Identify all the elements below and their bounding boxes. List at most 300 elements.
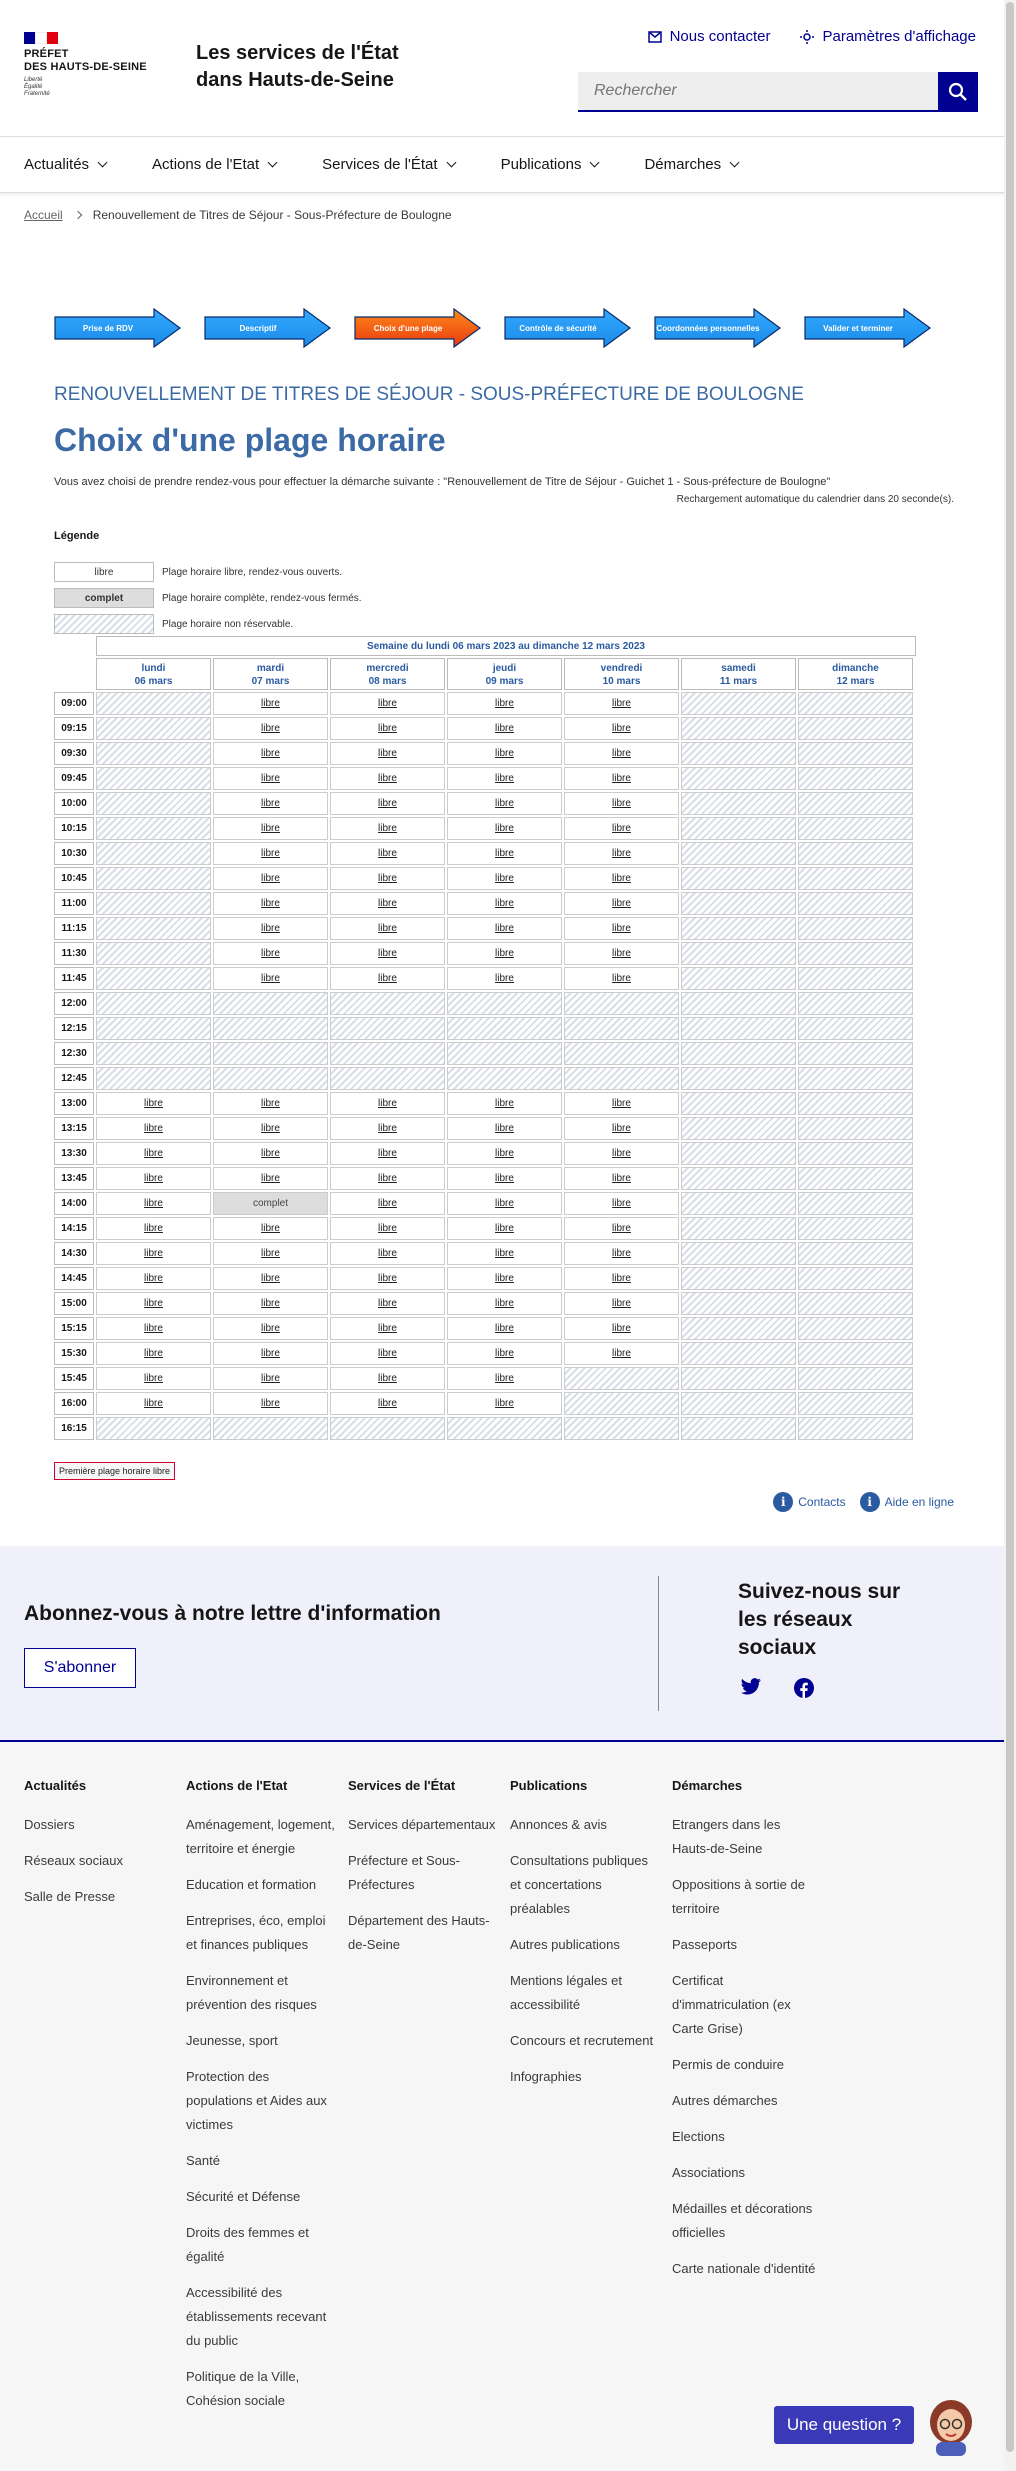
- slot-time: 14:15: [54, 1217, 94, 1240]
- slot-free[interactable]: libre: [564, 1342, 679, 1365]
- slot-time: 16:15: [54, 1417, 94, 1440]
- slot-free[interactable]: libre: [213, 1317, 328, 1340]
- footer-column: [510, 1778, 660, 2101]
- slot-free[interactable]: libre: [213, 817, 328, 840]
- calendar-row: [54, 692, 916, 715]
- slot-unavailable: [681, 1192, 796, 1215]
- slot-free[interactable]: libre: [213, 1342, 328, 1365]
- slot-free[interactable]: libre: [447, 1267, 562, 1290]
- chevron-right-icon: [73, 211, 81, 219]
- slot-free[interactable]: libre: [96, 1292, 211, 1315]
- contacts-link[interactable]: i Contacts: [773, 1492, 845, 1512]
- nav-actualites[interactable]: Actualités: [24, 137, 106, 192]
- info-icon: i: [860, 1492, 880, 1512]
- slot-unavailable: [681, 1317, 796, 1340]
- slot-free[interactable]: libre: [330, 1217, 445, 1240]
- slot-free[interactable]: libre: [330, 1192, 445, 1215]
- slot-unavailable: [798, 1267, 913, 1290]
- slot-unavailable: [681, 1342, 796, 1365]
- slot-unavailable: [96, 1042, 211, 1065]
- slot-unavailable: [96, 892, 211, 915]
- slot-free[interactable]: libre: [447, 1292, 562, 1315]
- slot-free[interactable]: libre: [447, 767, 562, 790]
- scrollbar-thumb[interactable]: [1006, 2, 1014, 2452]
- slot-free[interactable]: libre: [447, 692, 562, 715]
- footer-link[interactable]: Annonces & avis: [510, 1817, 607, 1832]
- footer-link[interactable]: Jeunesse, sport: [186, 2033, 278, 2048]
- step-2: Descriptif: [204, 308, 332, 348]
- slot-free[interactable]: libre: [213, 1092, 328, 1115]
- footer-link[interactable]: Services départementaux: [348, 1817, 496, 1832]
- slot-free[interactable]: libre: [564, 1192, 679, 1215]
- step-3: Choix d'une plage: [354, 308, 482, 348]
- slot-unavailable: [96, 692, 211, 715]
- prefet-logo[interactable]: [24, 32, 174, 98]
- slot-unavailable: [681, 992, 796, 1015]
- devise: Liberté Égalité Fraternité: [24, 77, 50, 97]
- slot-unavailable: [798, 1367, 913, 1390]
- slot-time: 14:00: [54, 1192, 94, 1215]
- section-title: RENOUVELLEMENT DE TITRES DE SÉJOUR - SOUS-PRÉFECTURE DE BOULOGNE: [54, 384, 804, 405]
- slot-unavailable: [96, 767, 211, 790]
- slot-time: 10:15: [54, 817, 94, 840]
- slot-free[interactable]: libre: [564, 717, 679, 740]
- slot-unavailable: [330, 1017, 445, 1040]
- slot-unavailable: [96, 1017, 211, 1040]
- slot-free[interactable]: libre: [447, 817, 562, 840]
- slot-unavailable: [798, 1292, 913, 1315]
- slot-free[interactable]: libre: [564, 692, 679, 715]
- step-1: Prise de RDV: [54, 308, 182, 348]
- slot-free[interactable]: libre: [330, 1367, 445, 1390]
- calendar-row: [54, 917, 916, 940]
- footer-link[interactable]: Permis de conduire: [672, 2057, 784, 2072]
- contact-link[interactable]: Nous contacter: [648, 28, 771, 45]
- slot-free[interactable]: libre: [330, 1292, 445, 1315]
- slot-free[interactable]: libre: [96, 1317, 211, 1340]
- slot-unavailable: [681, 1042, 796, 1065]
- slot-free[interactable]: libre: [330, 1117, 445, 1140]
- footer-link[interactable]: Autres publications: [510, 1937, 620, 1952]
- slot-unavailable: [213, 1017, 328, 1040]
- slot-free[interactable]: libre: [330, 692, 445, 715]
- footer-link[interactable]: Département des Hauts-de-Seine: [348, 1913, 490, 1952]
- slot-unavailable: [681, 892, 796, 915]
- footer-link[interactable]: Autres démarches: [672, 2093, 778, 2108]
- header-tools: [648, 28, 976, 45]
- footer-link[interactable]: Sécurité et Défense: [186, 2189, 301, 2204]
- footer-link[interactable]: Carte nationale d'identité: [672, 2261, 816, 2276]
- slot-free[interactable]: libre: [447, 892, 562, 915]
- calendar-row: [54, 942, 916, 965]
- booking-steps: [54, 308, 932, 348]
- slot-unavailable: [681, 917, 796, 940]
- search-button[interactable]: [938, 72, 978, 112]
- slot-free[interactable]: libre: [213, 692, 328, 715]
- slot-time: 10:30: [54, 842, 94, 865]
- slot-free[interactable]: libre: [564, 892, 679, 915]
- slot-free[interactable]: libre: [213, 1242, 328, 1265]
- legend-full-text: Plage horaire complète, rendez-vous fermés.: [162, 592, 362, 604]
- slot-unavailable: [798, 692, 913, 715]
- slot-free[interactable]: libre: [564, 967, 679, 990]
- slot-free[interactable]: libre: [330, 967, 445, 990]
- slot-free[interactable]: libre: [447, 1392, 562, 1415]
- slot-free[interactable]: libre: [213, 892, 328, 915]
- slot-unavailable: [798, 1242, 913, 1265]
- slot-free[interactable]: libre: [213, 1292, 328, 1315]
- slot-free[interactable]: libre: [213, 1167, 328, 1190]
- slot-time: 16:00: [54, 1392, 94, 1415]
- day-header: mercredi 08 mars: [330, 658, 445, 690]
- slot-unavailable: [330, 1417, 445, 1440]
- slot-free[interactable]: libre: [447, 917, 562, 940]
- slot-unavailable: [447, 992, 562, 1015]
- slot-unavailable: [447, 1017, 562, 1040]
- slot-free[interactable]: libre: [447, 1367, 562, 1390]
- footer-link[interactable]: Concours et recrutement: [510, 2033, 654, 2048]
- slot-unavailable: [96, 842, 211, 865]
- assistant-avatar-icon[interactable]: [926, 2398, 976, 2456]
- footer-link[interactable]: Mentions légales et accessibilité: [510, 1973, 623, 2012]
- calendar-row: [54, 767, 916, 790]
- slot-unavailable: [330, 1067, 445, 1090]
- search-bar: [578, 72, 978, 112]
- footer-link[interactable]: Droits des femmes et égalité: [186, 2225, 309, 2264]
- calendar-rows: [54, 692, 916, 1440]
- slot-free[interactable]: libre: [447, 1192, 562, 1215]
- slot-free[interactable]: libre: [330, 1317, 445, 1340]
- slot-unavailable: [798, 742, 913, 765]
- slot-time: 15:45: [54, 1367, 94, 1390]
- slot-unavailable: [213, 1067, 328, 1090]
- slot-free[interactable]: libre: [213, 917, 328, 940]
- footer-column-title: Démarches: [672, 1778, 743, 1793]
- slot-free[interactable]: libre: [330, 717, 445, 740]
- slot-free[interactable]: libre: [330, 1392, 445, 1415]
- slot-free[interactable]: libre: [447, 792, 562, 815]
- slot-unavailable: [681, 1117, 796, 1140]
- day-header: mardi 07 mars: [213, 658, 328, 690]
- slot-free[interactable]: libre: [564, 1117, 679, 1140]
- sun-icon: [800, 30, 814, 44]
- legend-free: [54, 562, 362, 582]
- slot-unavailable: [96, 742, 211, 765]
- slot-free[interactable]: libre: [564, 1317, 679, 1340]
- breadcrumb-home[interactable]: Accueil: [24, 208, 63, 222]
- legend-unavailable-box: [54, 614, 154, 634]
- calendar-row: [54, 717, 916, 740]
- site-header: [0, 0, 1016, 137]
- footer-link[interactable]: Préfecture et Sous-Préfectures: [348, 1853, 460, 1892]
- calendar-row: [54, 1092, 916, 1115]
- calendar-row: [54, 1267, 916, 1290]
- footer-link[interactable]: Entreprises, éco, emploi et finances publiques: [186, 1913, 326, 1952]
- slot-unavailable: [798, 1142, 913, 1165]
- slot-free[interactable]: libre: [213, 842, 328, 865]
- footer-link[interactable]: Protection des populations et Aides aux victimes: [186, 2069, 327, 2132]
- slot-free[interactable]: libre: [447, 1217, 562, 1240]
- day-header: jeudi 09 mars: [447, 658, 562, 690]
- calendar-week-title: Semaine du lundi 06 mars 2023 au dimanche 12 mars 2023: [96, 636, 916, 656]
- footer-link[interactable]: Salle de Presse: [24, 1889, 116, 1904]
- slot-free[interactable]: libre: [96, 1142, 211, 1165]
- slot-unavailable: [798, 1417, 913, 1440]
- slot-free[interactable]: libre: [213, 1367, 328, 1390]
- footer-link[interactable]: Accessibilité des établissements recevant du public: [186, 2285, 327, 2348]
- slot-free[interactable]: libre: [564, 917, 679, 940]
- slot-free[interactable]: libre: [330, 1167, 445, 1190]
- slot-free[interactable]: libre: [564, 1267, 679, 1290]
- slot-unavailable: [798, 1017, 913, 1040]
- slot-free[interactable]: libre: [96, 1117, 211, 1140]
- calendar-row: [54, 792, 916, 815]
- slot-unavailable: [798, 1342, 913, 1365]
- slot-free[interactable]: libre: [213, 1267, 328, 1290]
- slot-time: 13:30: [54, 1142, 94, 1165]
- slot-time: 12:45: [54, 1067, 94, 1090]
- step-5: Coordonnées personnelles: [654, 308, 782, 348]
- footer-link[interactable]: Certificat d'immatriculation (ex Carte Grise): [672, 1973, 791, 2036]
- slot-free[interactable]: libre: [213, 1117, 328, 1140]
- slot-unavailable: [798, 792, 913, 815]
- calendar: [54, 636, 916, 1442]
- slot-unavailable: [798, 1067, 913, 1090]
- slot-free[interactable]: libre: [96, 1167, 211, 1190]
- slot-free[interactable]: libre: [330, 1342, 445, 1365]
- slot-time: 15:30: [54, 1342, 94, 1365]
- slot-unavailable: [681, 942, 796, 965]
- slot-unavailable: [564, 1392, 679, 1415]
- slot-unavailable: [681, 1367, 796, 1390]
- legend-full: [54, 588, 362, 608]
- breadcrumb-current: Renouvellement de Titres de Séjour - Sous-Préfecture de Boulogne: [92, 208, 452, 222]
- slot-unavailable: [564, 1017, 679, 1040]
- slot-free[interactable]: libre: [447, 967, 562, 990]
- footer-link[interactable]: Dossiers: [24, 1817, 75, 1832]
- slot-free[interactable]: libre: [213, 1217, 328, 1240]
- slot-unavailable: [681, 1067, 796, 1090]
- footer-link[interactable]: Aménagement, logement, territoire et énergie: [186, 1817, 335, 1856]
- slot-unavailable: [447, 1067, 562, 1090]
- slot-time: 12:00: [54, 992, 94, 1015]
- slot-free[interactable]: libre: [330, 842, 445, 865]
- slot-free[interactable]: libre: [330, 942, 445, 965]
- slot-unavailable: [681, 692, 796, 715]
- search-input[interactable]: [578, 72, 938, 112]
- calendar-row: [54, 867, 916, 890]
- slot-unavailable: [213, 992, 328, 1015]
- slot-unavailable: [96, 917, 211, 940]
- footer-link[interactable]: Réseaux sociaux: [24, 1853, 123, 1868]
- twitter-icon[interactable]: [740, 1678, 762, 1696]
- slot-free[interactable]: libre: [447, 1092, 562, 1115]
- slot-free[interactable]: libre: [564, 1167, 679, 1190]
- slot-free[interactable]: libre: [564, 867, 679, 890]
- slot-free[interactable]: libre: [447, 1342, 562, 1365]
- slot-free[interactable]: libre: [564, 842, 679, 865]
- slot-free[interactable]: libre: [447, 717, 562, 740]
- slot-unavailable: [564, 1042, 679, 1065]
- slot-free[interactable]: libre: [213, 1142, 328, 1165]
- footer-link[interactable]: Oppositions à sortie de territoire: [672, 1877, 805, 1916]
- footer-link[interactable]: Etrangers dans les Hauts-de-Seine: [672, 1817, 781, 1856]
- slot-unavailable: [798, 767, 913, 790]
- slot-unavailable: [798, 1192, 913, 1215]
- slot-free[interactable]: libre: [564, 1092, 679, 1115]
- slot-unavailable: [681, 1417, 796, 1440]
- slot-free[interactable]: libre: [564, 1142, 679, 1165]
- slot-free[interactable]: libre: [330, 1142, 445, 1165]
- facebook-icon[interactable]: [794, 1678, 814, 1698]
- slot-free[interactable]: libre: [330, 892, 445, 915]
- slot-free[interactable]: libre: [564, 1292, 679, 1315]
- slot-free[interactable]: libre: [96, 1392, 211, 1415]
- slot-unavailable: [96, 967, 211, 990]
- slot-free[interactable]: libre: [447, 1167, 562, 1190]
- footer-link[interactable]: Santé: [186, 2153, 220, 2168]
- slot-free[interactable]: libre: [447, 867, 562, 890]
- slot-unavailable: [447, 1417, 562, 1440]
- slot-free[interactable]: libre: [213, 867, 328, 890]
- slot-unavailable: [798, 942, 913, 965]
- slot-time: 11:30: [54, 942, 94, 965]
- slot-free[interactable]: libre: [96, 1192, 211, 1215]
- slot-free[interactable]: libre: [213, 717, 328, 740]
- slot-free[interactable]: libre: [213, 767, 328, 790]
- slot-free[interactable]: libre: [96, 1092, 211, 1115]
- slot-unavailable: [213, 1042, 328, 1065]
- footer-link[interactable]: Associations: [672, 2165, 745, 2180]
- page-scrollbar[interactable]: [1004, 0, 1016, 2471]
- slot-free[interactable]: libre: [564, 742, 679, 765]
- reload-notice: Rechargement automatique du calendrier dans 20 seconde(s).: [676, 494, 954, 505]
- slot-free[interactable]: libre: [330, 767, 445, 790]
- footer-link[interactable]: Consultations publiques et concertations préalables: [510, 1853, 649, 1916]
- site-title[interactable]: Les services de l'État dans Hauts-de-Seine: [196, 42, 399, 91]
- slot-free[interactable]: libre: [330, 867, 445, 890]
- slot-free[interactable]: libre: [447, 942, 562, 965]
- calendar-row: [54, 1192, 916, 1215]
- slot-free[interactable]: libre: [96, 1217, 211, 1240]
- french-flag-icon: [24, 32, 58, 44]
- slot-free[interactable]: libre: [213, 742, 328, 765]
- slot-free[interactable]: libre: [96, 1242, 211, 1265]
- slot-free[interactable]: libre: [447, 842, 562, 865]
- newsletter-section: [0, 1546, 1016, 1742]
- slot-free[interactable]: libre: [96, 1342, 211, 1365]
- slot-free[interactable]: libre: [330, 792, 445, 815]
- slot-free[interactable]: libre: [564, 817, 679, 840]
- slot-unavailable: [681, 1242, 796, 1265]
- footer-link[interactable]: Médailles et décorations officielles: [672, 2201, 813, 2240]
- slot-free[interactable]: libre: [96, 1267, 211, 1290]
- footer-link[interactable]: Passeports: [672, 1937, 738, 1952]
- calendar-row: [54, 967, 916, 990]
- social-links: [740, 1678, 814, 1698]
- slot-free[interactable]: libre: [330, 1242, 445, 1265]
- slot-free[interactable]: libre: [213, 942, 328, 965]
- footer-link[interactable]: Environnement et prévention des risques: [186, 1973, 317, 2012]
- slot-time: 14:45: [54, 1267, 94, 1290]
- calendar-row: [54, 1067, 916, 1090]
- footer-column: [672, 1778, 822, 2293]
- slot-free[interactable]: libre: [213, 1392, 328, 1415]
- footer-link[interactable]: Elections: [672, 2129, 725, 2144]
- slot-free[interactable]: libre: [330, 917, 445, 940]
- slot-free[interactable]: libre: [564, 942, 679, 965]
- footer-link[interactable]: Infographies: [510, 2069, 582, 2084]
- question-button[interactable]: Une question ?: [774, 2406, 914, 2444]
- slot-free[interactable]: libre: [330, 817, 445, 840]
- slot-free[interactable]: libre: [564, 1217, 679, 1240]
- slot-unavailable: [681, 742, 796, 765]
- slot-unavailable: [798, 842, 913, 865]
- slot-time: 10:00: [54, 792, 94, 815]
- footer-link[interactable]: Politique de la Ville, Cohésion sociale: [186, 2369, 300, 2408]
- slot-free[interactable]: libre: [330, 1267, 445, 1290]
- logo-line-2: DES HAUTS-DE-SEINE: [24, 61, 147, 73]
- slot-free[interactable]: libre: [330, 1092, 445, 1115]
- slot-free[interactable]: libre: [447, 1142, 562, 1165]
- slot-unavailable: [798, 1042, 913, 1065]
- slot-time: 09:30: [54, 742, 94, 765]
- calendar-row: [54, 1017, 916, 1040]
- slot-time: 11:15: [54, 917, 94, 940]
- subscribe-button[interactable]: S'abonner: [24, 1648, 136, 1688]
- calendar-row: [54, 1042, 916, 1065]
- slot-time: 14:30: [54, 1242, 94, 1265]
- slot-unavailable: [681, 717, 796, 740]
- intro-text: Vous avez choisi de prendre rendez-vous pour effectuer la démarche suivante : "Renouvellement de Titre de Séjour - Guichet 1 - Sous-préfecture de Boulogne": [54, 476, 831, 488]
- slot-free[interactable]: libre: [564, 792, 679, 815]
- slot-free[interactable]: libre: [330, 742, 445, 765]
- first-free-slot-button[interactable]: Première plage horaire libre: [54, 1462, 175, 1480]
- slot-free[interactable]: libre: [564, 767, 679, 790]
- nav-actions[interactable]: Actions de l'Etat: [152, 137, 276, 192]
- slot-unavailable: [564, 1417, 679, 1440]
- chevron-down-icon: [268, 158, 278, 168]
- info-icon: i: [773, 1492, 793, 1512]
- nav-services[interactable]: Services de l'État: [322, 137, 454, 192]
- slot-unavailable: [798, 892, 913, 915]
- online-help-link[interactable]: i Aide en ligne: [860, 1492, 954, 1512]
- slot-free[interactable]: libre: [447, 1242, 562, 1265]
- nav-demarches[interactable]: Démarches: [644, 137, 738, 192]
- slot-free[interactable]: libre: [96, 1367, 211, 1390]
- slot-time: 09:00: [54, 692, 94, 715]
- slot-free[interactable]: libre: [564, 1242, 679, 1265]
- slot-free[interactable]: libre: [447, 1117, 562, 1140]
- slot-free[interactable]: libre: [447, 1317, 562, 1340]
- slot-free[interactable]: libre: [213, 967, 328, 990]
- slot-unavailable: [330, 1042, 445, 1065]
- calendar-row: [54, 842, 916, 865]
- slot-unavailable: [564, 1067, 679, 1090]
- slot-unavailable: [681, 1292, 796, 1315]
- step-6: Valider et terminer: [804, 308, 932, 348]
- slot-unavailable: [213, 1417, 328, 1440]
- day-header: lundi 06 mars: [96, 658, 211, 690]
- slot-free[interactable]: libre: [213, 792, 328, 815]
- footer-column-title: Services de l'État: [348, 1778, 456, 1793]
- footer-link[interactable]: Education et formation: [186, 1877, 317, 1892]
- nav-publications[interactable]: Publications: [501, 137, 599, 192]
- display-settings-link[interactable]: Paramètres d'affichage: [800, 28, 976, 45]
- search-icon: [948, 82, 968, 102]
- legend-full-box: complet: [54, 588, 154, 608]
- slot-free[interactable]: libre: [447, 742, 562, 765]
